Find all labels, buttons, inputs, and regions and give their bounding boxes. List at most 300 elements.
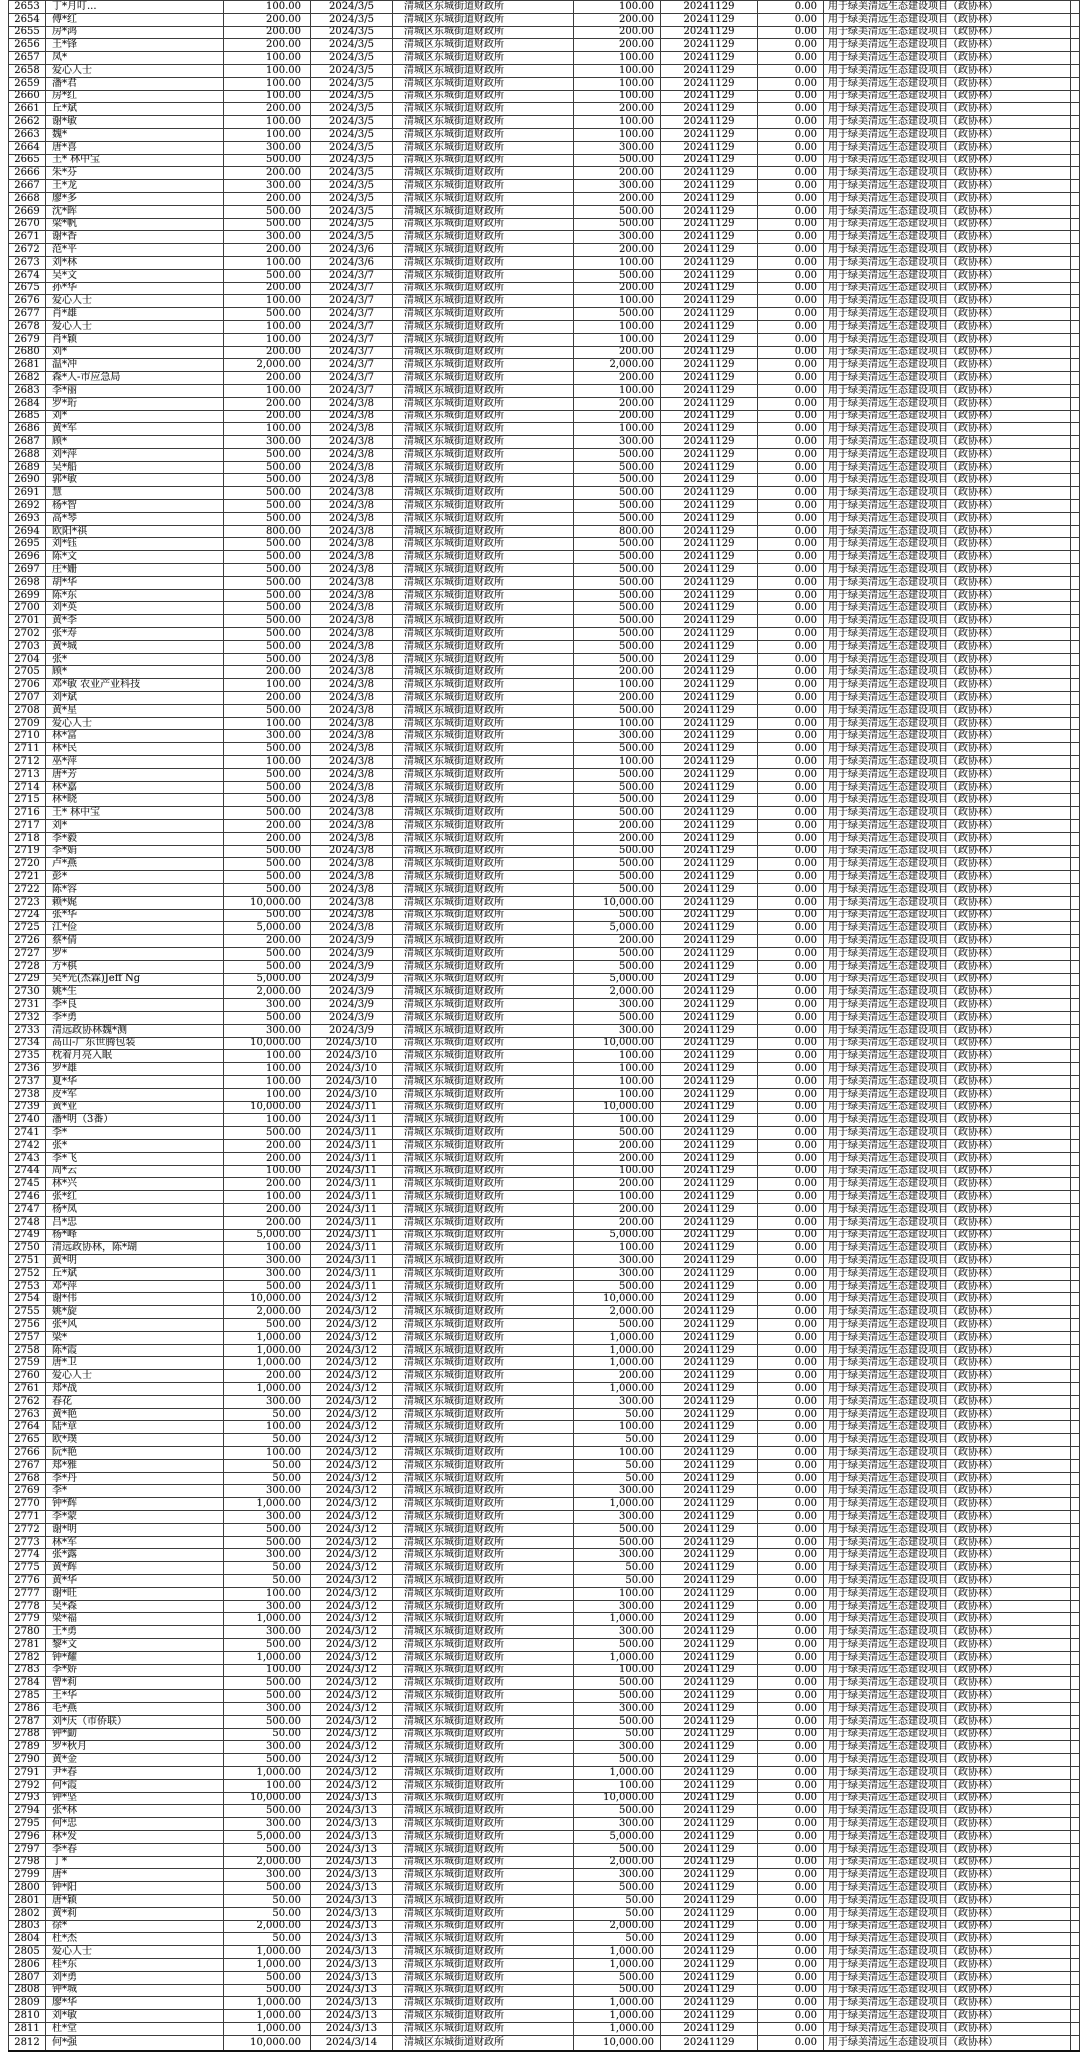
purpose-cell: 用于绿美清远生态建设项目（政协林） (824, 103, 1071, 116)
receipt-number-cell: 20241129 (661, 13, 758, 26)
spacer-cell (1071, 794, 1080, 807)
receipt-number-cell: 20241129 (661, 538, 758, 551)
received-amount-cell: 200.00 (574, 935, 661, 948)
donor-name-cell: 林*军 (46, 1536, 224, 1549)
receipt-number-cell: 20241129 (661, 52, 758, 65)
row-number-cell: 2707 (9, 692, 46, 705)
receiving-agency-cell: 清城区东城街道财政所 (393, 218, 574, 231)
table-row (9, 730, 1080, 743)
donation-date-cell: 2024/3/11 (311, 1127, 393, 1140)
receiving-agency-cell: 清城区东城街道财政所 (393, 1357, 574, 1370)
donation-date-cell: 2024/3/8 (311, 410, 393, 423)
spacer-cell (1071, 116, 1080, 129)
row-number-cell: 2720 (9, 858, 46, 871)
fee-cell: 0.00 (758, 461, 824, 474)
table-row (9, 39, 1080, 52)
spacer-cell (1071, 359, 1080, 372)
receiving-agency-cell: 清城区东城街道财政所 (393, 1255, 574, 1268)
receipt-number-cell: 20241129 (661, 1613, 758, 1626)
table-row (9, 896, 1080, 909)
spacer-cell (1071, 807, 1080, 820)
donor-name-cell: 刘* (46, 346, 224, 359)
receipt-number-cell: 20241129 (661, 1984, 758, 1997)
fee-cell: 0.00 (758, 116, 824, 129)
row-number-cell: 2748 (9, 1216, 46, 1229)
spacer-cell (1071, 308, 1080, 321)
receipt-number-cell: 20241129 (661, 423, 758, 436)
donor-name-cell: 黄*华 (46, 1575, 224, 1588)
donation-amount-cell: 500.00 (224, 1639, 311, 1652)
spacer-cell (1071, 1511, 1080, 1524)
table-row (9, 628, 1080, 641)
row-number-cell: 2749 (9, 1229, 46, 1242)
purpose-cell: 用于绿美清远生态建设项目（政协林） (824, 1075, 1071, 1088)
receiving-agency-cell: 清城区东城街道财政所 (393, 1754, 574, 1767)
donation-date-cell: 2024/3/13 (311, 1920, 393, 1933)
spacer-cell (1071, 1613, 1080, 1626)
donor-name-cell: 唐*芳 (46, 768, 224, 781)
receipt-number-cell: 20241129 (661, 564, 758, 577)
donation-amount-cell: 500.00 (224, 1523, 311, 1536)
receipt-number-cell: 20241129 (661, 589, 758, 602)
received-amount-cell: 500.00 (574, 487, 661, 500)
receipt-number-cell: 20241129 (661, 103, 758, 116)
donation-amount-cell: 500.00 (224, 576, 311, 589)
donation-date-cell: 2024/3/8 (311, 717, 393, 730)
donor-name-cell: 房*鸿 (46, 26, 224, 39)
donation-date-cell: 2024/3/8 (311, 756, 393, 769)
spacer-cell (1071, 500, 1080, 513)
donation-amount-cell: 100.00 (224, 1063, 311, 1076)
row-number-cell: 2810 (9, 2010, 46, 2023)
donation-date-cell: 2024/3/7 (311, 282, 393, 295)
receipt-number-cell: 20241129 (661, 1472, 758, 1485)
purpose-cell: 用于绿美清远生态建设项目（政协林） (824, 128, 1071, 141)
donor-name-cell: 梁*帆 (46, 218, 224, 231)
received-amount-cell: 500.00 (574, 743, 661, 756)
donation-amount-cell: 500.00 (224, 538, 311, 551)
donation-date-cell: 2024/3/7 (311, 359, 393, 372)
receiving-agency-cell: 清城区东城街道财政所 (393, 500, 574, 513)
donor-name-cell: 黎*文 (46, 1639, 224, 1652)
donation-date-cell: 2024/3/5 (311, 218, 393, 231)
donor-name-cell: 曾*莉 (46, 1677, 224, 1690)
purpose-cell: 用于绿美清远生态建设项目（政协林） (824, 820, 1071, 833)
table-row (9, 1472, 1080, 1485)
fee-cell: 0.00 (758, 1485, 824, 1498)
purpose-cell: 用于绿美清远生态建设项目（政协林） (824, 205, 1071, 218)
received-amount-cell: 100.00 (574, 1447, 661, 1460)
donation-date-cell: 2024/3/11 (311, 1255, 393, 1268)
donation-amount-cell: 500.00 (224, 615, 311, 628)
donation-date-cell: 2024/3/12 (311, 1370, 393, 1383)
receiving-agency-cell: 清城区东城街道财政所 (393, 1920, 574, 1933)
table-row (9, 538, 1080, 551)
donation-amount-cell: 200.00 (224, 1203, 311, 1216)
donation-date-cell: 2024/3/12 (311, 1715, 393, 1728)
fee-cell: 0.00 (758, 832, 824, 845)
receiving-agency-cell: 清城区东城街道财政所 (393, 1011, 574, 1024)
spacer-cell (1071, 730, 1080, 743)
row-number-cell: 2678 (9, 320, 46, 333)
receipt-number-cell: 20241129 (661, 359, 758, 372)
donation-amount-cell: 300.00 (224, 999, 311, 1012)
table-row (9, 218, 1080, 231)
fee-cell: 0.00 (758, 1984, 824, 1997)
receipt-number-cell: 20241129 (661, 116, 758, 129)
receipt-number-cell: 20241129 (661, 308, 758, 321)
spacer-cell (1071, 832, 1080, 845)
received-amount-cell: 100.00 (574, 295, 661, 308)
fee-cell: 0.00 (758, 77, 824, 90)
received-amount-cell: 500.00 (574, 308, 661, 321)
receipt-number-cell: 20241129 (661, 1523, 758, 1536)
receiving-agency-cell: 清城区东城街道财政所 (393, 883, 574, 896)
purpose-cell: 用于绿美清远生态建设项目（政协林） (824, 1191, 1071, 1204)
fee-cell: 0.00 (758, 205, 824, 218)
donor-name-cell: 凤* (46, 52, 224, 65)
purpose-cell: 用于绿美清远生态建设项目（政协林） (824, 154, 1071, 167)
purpose-cell: 用于绿美清远生态建设项目（政协林） (824, 858, 1071, 871)
donation-date-cell: 2024/3/12 (311, 1600, 393, 1613)
row-number-cell: 2740 (9, 1114, 46, 1127)
received-amount-cell: 10,000.00 (574, 2035, 661, 2051)
table-row (9, 1766, 1080, 1779)
received-amount-cell: 1,000.00 (574, 1383, 661, 1396)
purpose-cell: 用于绿美清远生态建设项目（政协林） (824, 781, 1071, 794)
donation-amount-cell: 300.00 (224, 141, 311, 154)
fee-cell: 0.00 (758, 1229, 824, 1242)
spacer-cell (1071, 653, 1080, 666)
donation-date-cell: 2024/3/8 (311, 692, 393, 705)
row-number-cell: 2717 (9, 820, 46, 833)
receiving-agency-cell: 清城区东城街道财政所 (393, 1139, 574, 1152)
spacer-cell (1071, 1907, 1080, 1920)
donation-amount-cell: 1,000.00 (224, 1383, 311, 1396)
fee-cell: 0.00 (758, 1063, 824, 1076)
donation-amount-cell: 300.00 (224, 1024, 311, 1037)
table-row (9, 781, 1080, 794)
fee-cell: 0.00 (758, 576, 824, 589)
receiving-agency-cell: 清城区东城街道财政所 (393, 1728, 574, 1741)
table-row (9, 1677, 1080, 1690)
receiving-agency-cell: 清城区东城街道财政所 (393, 986, 574, 999)
donation-amount-cell: 500.00 (224, 602, 311, 615)
donation-amount-cell: 500.00 (224, 960, 311, 973)
table-row (9, 692, 1080, 705)
table-row (9, 128, 1080, 141)
row-number-cell: 2764 (9, 1421, 46, 1434)
receipt-number-cell: 20241129 (661, 1050, 758, 1063)
spacer-cell (1071, 1587, 1080, 1600)
spacer-cell (1071, 461, 1080, 474)
purpose-cell: 用于绿美清远生态建设项目（政协林） (824, 602, 1071, 615)
fee-cell: 0.00 (758, 564, 824, 577)
spacer-cell (1071, 90, 1080, 103)
received-amount-cell: 1,000.00 (574, 1997, 661, 2010)
donation-date-cell: 2024/3/9 (311, 960, 393, 973)
spacer-cell (1071, 845, 1080, 858)
purpose-cell: 用于绿美清远生态建设项目（政协林） (824, 807, 1071, 820)
receiving-agency-cell: 清城区东城街道财政所 (393, 1127, 574, 1140)
spacer-cell (1071, 282, 1080, 295)
donor-name-cell: 卢*燕 (46, 858, 224, 871)
row-number-cell: 2795 (9, 1818, 46, 1831)
received-amount-cell: 300.00 (574, 231, 661, 244)
received-amount-cell: 500.00 (574, 589, 661, 602)
received-amount-cell: 500.00 (574, 154, 661, 167)
receipt-number-cell: 20241129 (661, 320, 758, 333)
receipt-number-cell: 20241129 (661, 244, 758, 257)
fee-cell: 0.00 (758, 1575, 824, 1588)
row-number-cell: 2722 (9, 883, 46, 896)
purpose-cell: 用于绿美清远生态建设项目（政协林） (824, 1792, 1071, 1805)
purpose-cell: 用于绿美清远生态建设项目（政协林） (824, 999, 1071, 1012)
fee-cell: 0.00 (758, 999, 824, 1012)
donor-name-cell: 高山-广东世腾包装 (46, 1037, 224, 1050)
donation-date-cell: 2024/3/13 (311, 1958, 393, 1971)
fee-cell: 0.00 (758, 423, 824, 436)
purpose-cell: 用于绿美清远生态建设项目（政协林） (824, 1088, 1071, 1101)
donation-amount-cell: 1,000.00 (224, 1958, 311, 1971)
donor-name-cell: 李*娇 (46, 1664, 224, 1677)
donor-name-cell: 刘*庆（市侨联） (46, 1715, 224, 1728)
purpose-cell: 用于绿美清远生态建设项目（政协林） (824, 359, 1071, 372)
receipt-number-cell: 20241129 (661, 1690, 758, 1703)
receiving-agency-cell: 清城区东城街道财政所 (393, 832, 574, 845)
donor-name-cell: 刘*敏 (46, 2010, 224, 2023)
fee-cell: 0.00 (758, 90, 824, 103)
donation-amount-cell: 100.00 (224, 1114, 311, 1127)
purpose-cell: 用于绿美清远生态建设项目（政协林） (824, 1498, 1071, 1511)
received-amount-cell: 500.00 (574, 640, 661, 653)
table-row (9, 167, 1080, 180)
donation-amount-cell: 100.00 (224, 90, 311, 103)
spacer-cell (1071, 436, 1080, 449)
fee-cell: 0.00 (758, 1344, 824, 1357)
spacer-cell (1071, 1152, 1080, 1165)
donation-amount-cell: 1,000.00 (224, 2010, 311, 2023)
receiving-agency-cell: 清城区东城街道财政所 (393, 1216, 574, 1229)
table-row (9, 320, 1080, 333)
fee-cell: 0.00 (758, 781, 824, 794)
donation-date-cell: 2024/3/12 (311, 1306, 393, 1319)
spacer-cell (1071, 743, 1080, 756)
purpose-cell: 用于绿美清远生态建设项目（政协林） (824, 538, 1071, 551)
row-number-cell: 2758 (9, 1344, 46, 1357)
donation-amount-cell: 50.00 (224, 1434, 311, 1447)
donor-name-cell: 何*霞 (46, 1779, 224, 1792)
receiving-agency-cell: 清城区东城街道财政所 (393, 192, 574, 205)
received-amount-cell: 100.00 (574, 1165, 661, 1178)
purpose-cell: 用于绿美清远生态建设项目（政协林） (824, 1600, 1071, 1613)
spacer-cell (1071, 1229, 1080, 1242)
fee-cell: 0.00 (758, 743, 824, 756)
purpose-cell: 用于绿美清远生态建设项目（政协林） (824, 1370, 1071, 1383)
received-amount-cell: 300.00 (574, 1549, 661, 1562)
fee-cell: 0.00 (758, 103, 824, 116)
received-amount-cell: 500.00 (574, 704, 661, 717)
row-number-cell: 2696 (9, 551, 46, 564)
donation-date-cell: 2024/3/12 (311, 1498, 393, 1511)
donation-date-cell: 2024/3/8 (311, 615, 393, 628)
spacer-cell (1071, 1830, 1080, 1843)
table-row (9, 308, 1080, 321)
purpose-cell: 用于绿美清远生态建设项目（政协林） (824, 410, 1071, 423)
donation-date-cell: 2024/3/12 (311, 1702, 393, 1715)
donor-name-cell: 丘*斌 (46, 103, 224, 116)
received-amount-cell: 300.00 (574, 1869, 661, 1882)
receipt-number-cell: 20241129 (661, 1869, 758, 1882)
receiving-agency-cell: 清城区东城街道财政所 (393, 871, 574, 884)
donor-name-cell: 毛*燕 (46, 1702, 224, 1715)
spacer-cell (1071, 1485, 1080, 1498)
donor-name-cell: 陈*文 (46, 551, 224, 564)
table-row (9, 1203, 1080, 1216)
donation-date-cell: 2024/3/6 (311, 256, 393, 269)
donation-amount-cell: 200.00 (224, 1139, 311, 1152)
row-number-cell: 2762 (9, 1395, 46, 1408)
donation-date-cell: 2024/3/8 (311, 730, 393, 743)
donor-name-cell: 欧*璞 (46, 1434, 224, 1447)
receipt-number-cell: 20241129 (661, 807, 758, 820)
donation-amount-cell: 500.00 (224, 781, 311, 794)
donation-date-cell: 2024/3/11 (311, 1229, 393, 1242)
donor-name-cell: 顾* (46, 666, 224, 679)
receiving-agency-cell: 清城区东城街道财政所 (393, 615, 574, 628)
receiving-agency-cell: 清城区东城街道财政所 (393, 1203, 574, 1216)
purpose-cell: 用于绿美清远生态建设项目（政协林） (824, 883, 1071, 896)
donation-amount-cell: 200.00 (224, 692, 311, 705)
purpose-cell: 用于绿美清远生态建设项目（政协林） (824, 1779, 1071, 1792)
spacer-cell (1071, 256, 1080, 269)
table-row (9, 640, 1080, 653)
donation-date-cell: 2024/3/8 (311, 525, 393, 538)
row-number-cell: 2684 (9, 397, 46, 410)
spacer-cell (1071, 1549, 1080, 1562)
spacer-cell (1071, 1319, 1080, 1332)
donation-date-cell: 2024/3/12 (311, 1754, 393, 1767)
table-row (9, 1958, 1080, 1971)
table-row (9, 333, 1080, 346)
donor-name-cell: 廖*多 (46, 192, 224, 205)
purpose-cell: 用于绿美清远生态建设项目（政协林） (824, 1933, 1071, 1946)
table-row (9, 487, 1080, 500)
donor-name-cell: 李*娟 (46, 845, 224, 858)
received-amount-cell: 200.00 (574, 1216, 661, 1229)
purpose-cell: 用于绿美清远生态建设项目（政协林） (824, 1702, 1071, 1715)
donation-date-cell: 2024/3/8 (311, 448, 393, 461)
donation-date-cell: 2024/3/12 (311, 1511, 393, 1524)
purpose-cell: 用于绿美清远生态建设项目（政协林） (824, 1037, 1071, 1050)
receiving-agency-cell: 清城区东城街道财政所 (393, 1523, 574, 1536)
row-number-cell: 2787 (9, 1715, 46, 1728)
purpose-cell: 用于绿美清远生态建设项目（政协林） (824, 52, 1071, 65)
table-row (9, 2035, 1080, 2051)
receipt-number-cell: 20241129 (661, 256, 758, 269)
purpose-cell: 用于绿美清远生态建设项目（政协林） (824, 640, 1071, 653)
receiving-agency-cell: 清城区东城街道财政所 (393, 167, 574, 180)
receiving-agency-cell: 清城区东城街道财政所 (393, 692, 574, 705)
receipt-number-cell: 20241129 (661, 1139, 758, 1152)
table-row (9, 1037, 1080, 1050)
donation-date-cell: 2024/3/12 (311, 1626, 393, 1639)
row-number-cell: 2682 (9, 372, 46, 385)
donation-amount-cell: 500.00 (224, 512, 311, 525)
spacer-cell (1071, 1472, 1080, 1485)
receiving-agency-cell: 清城区东城街道财政所 (393, 1165, 574, 1178)
receiving-agency-cell: 清城区东城街道财政所 (393, 909, 574, 922)
purpose-cell: 用于绿美清远生态建设项目（政协林） (824, 192, 1071, 205)
donation-amount-cell: 50.00 (224, 1562, 311, 1575)
purpose-cell: 用于绿美清远生态建设项目（政协林） (824, 1894, 1071, 1907)
donation-date-cell: 2024/3/12 (311, 1319, 393, 1332)
purpose-cell: 用于绿美清远生态建设项目（政协林） (824, 1139, 1071, 1152)
donation-amount-cell: 50.00 (224, 1933, 311, 1946)
received-amount-cell: 500.00 (574, 205, 661, 218)
receipt-number-cell: 20241129 (661, 1958, 758, 1971)
donor-name-cell: 刘* (46, 820, 224, 833)
receipt-number-cell: 20241129 (661, 1664, 758, 1677)
donation-amount-cell: 500.00 (224, 1690, 311, 1703)
table-row (9, 883, 1080, 896)
donation-date-cell: 2024/3/12 (311, 1523, 393, 1536)
spacer-cell (1071, 1011, 1080, 1024)
received-amount-cell: 500.00 (574, 1984, 661, 1997)
row-number-cell: 2786 (9, 1702, 46, 1715)
row-number-cell: 2734 (9, 1037, 46, 1050)
receiving-agency-cell: 清城区东城街道财政所 (393, 1651, 574, 1664)
purpose-cell: 用于绿美清远生态建设项目（政协林） (824, 1293, 1071, 1306)
receipt-number-cell: 20241129 (661, 474, 758, 487)
donation-date-cell: 2024/3/12 (311, 1383, 393, 1396)
row-number-cell: 2697 (9, 564, 46, 577)
spacer-cell (1071, 1203, 1080, 1216)
fee-cell: 0.00 (758, 384, 824, 397)
fee-cell: 0.00 (758, 1805, 824, 1818)
fee-cell: 0.00 (758, 1818, 824, 1831)
receiving-agency-cell: 清城区东城街道财政所 (393, 1088, 574, 1101)
donor-name-cell: 爱心人士 (46, 295, 224, 308)
donation-date-cell: 2024/3/8 (311, 474, 393, 487)
table-row (9, 871, 1080, 884)
donation-amount-cell: 500.00 (224, 308, 311, 321)
receipt-number-cell: 20241129 (661, 1319, 758, 1332)
spacer-cell (1071, 1088, 1080, 1101)
received-amount-cell: 100.00 (574, 717, 661, 730)
fee-cell: 0.00 (758, 858, 824, 871)
donor-name-cell: 钟*耀 (46, 1651, 224, 1664)
row-number-cell: 2674 (9, 269, 46, 282)
donation-amount-cell: 100.00 (224, 52, 311, 65)
received-amount-cell: 300.00 (574, 1267, 661, 1280)
donation-date-cell: 2024/3/5 (311, 64, 393, 77)
donation-amount-cell: 500.00 (224, 461, 311, 474)
donor-name-cell: 刘*英 (46, 602, 224, 615)
donor-name-cell: 李*毅 (46, 832, 224, 845)
purpose-cell: 用于绿美清远生态建设项目（政协林） (824, 1818, 1071, 1831)
row-number-cell: 2699 (9, 589, 46, 602)
receiving-agency-cell: 清城区东城街道财政所 (393, 1933, 574, 1946)
receipt-number-cell: 20241129 (661, 397, 758, 410)
row-number-cell: 2724 (9, 909, 46, 922)
row-number-cell: 2730 (9, 986, 46, 999)
donor-name-cell: 刘*林 (46, 256, 224, 269)
donation-amount-cell: 2,000.00 (224, 1920, 311, 1933)
purpose-cell: 用于绿美清远生态建设项目（政协林） (824, 1434, 1071, 1447)
donor-name-cell: 肖*雄 (46, 308, 224, 321)
donation-date-cell: 2024/3/5 (311, 128, 393, 141)
